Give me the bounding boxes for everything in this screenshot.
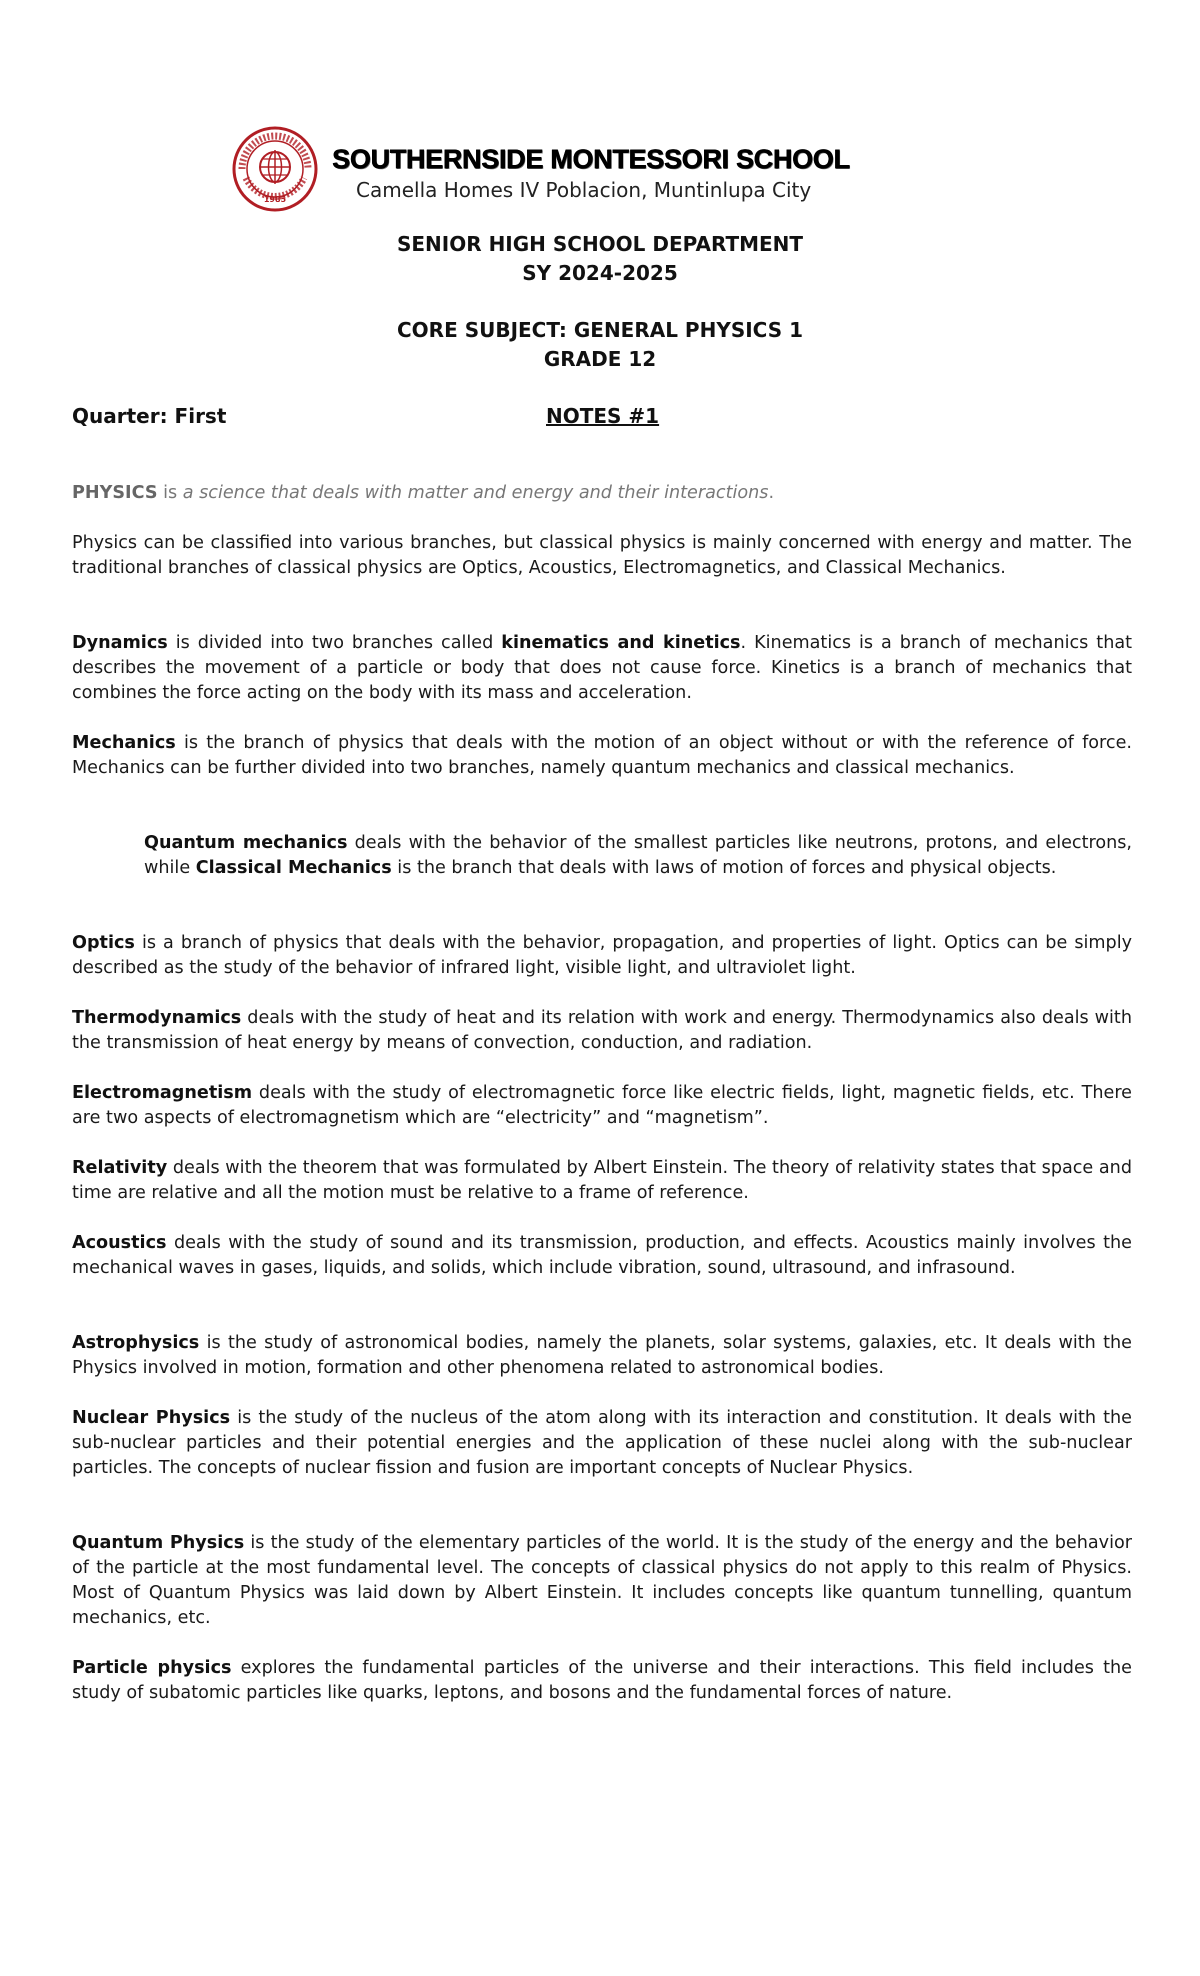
quarter-label: Quarter: First: [72, 404, 227, 428]
physics-definition: PHYSICS is a science that deals with matter and energy and their interactions.: [72, 483, 775, 503]
dynamics-paragraph: Dynamics is divided into two branches called kinematics and kinetics. Kinematics is a branch of mechanics that describes the movement of a particle or body that does not cause force. Kinetics is a branch of mechanics that combines the force acting on the body with its mass and acceleration.: [72, 633, 1133, 703]
electromagnetism-paragraph: Electromagnetism deals with the study of electromagnetic force like electric fields, light, magnetic fields, etc. There are two aspects of electromagnetism which are “electricity” and “magnetism”.: [72, 1083, 1132, 1128]
nuclear-physics-paragraph: Nuclear Physics is the study of the nucleus of the atom along with its interaction and constitution. It deals with the sub-nuclear particles and their potential energies and the application of these nuclei along with the sub-nuclear particles. The concepts of nuclear fission and fusion are important concepts of Nuclear Physics.: [72, 1408, 1133, 1478]
mechanics-paragraph: Mechanics is the branch of physics that deals with the motion of an object without or with the reference of force. Mechanics can be further divided into two branches, namely quantum mechanics and classical mechanics.: [72, 733, 1132, 778]
acoustics-paragraph: Acoustics deals with the study of sound and its transmission, production, and effects. Acoustics mainly involves the mechanical waves in gases, liquids, and solids, which include vibration, sound, ultrasound, and infrasound.: [72, 1233, 1132, 1278]
core-subject: CORE SUBJECT: GENERAL PHYSICS 1: [396, 318, 803, 342]
astrophysics-paragraph: Astrophysics is the study of astronomical bodies, namely the planets, solar systems, galaxies, etc. It deals with the Physics involved in motion, formation and other phenomena related to astronomical bodies.: [72, 1333, 1132, 1378]
relativity-paragraph: Relativity deals with the theorem that was formulated by Albert Einstein. The theory of relativity states that space and time are relative and all the motion must be relative to a frame of reference.: [72, 1158, 1132, 1203]
thermodynamics-paragraph: Thermodynamics deals with the study of heat and its relation with work and energy. Thermodynamics also deals with the transmission of heat energy by means of convection, conduction, and radiation.: [72, 1008, 1132, 1053]
quantum-physics-paragraph: Quantum Physics is the study of the elementary particles of the world. It is the study of the energy and the behavior of the particle at the most fundamental level. The concepts of classical physics do not apply to this realm of Physics. Most of Quantum Physics was laid down by Albert Einstein. It includes concepts like quantum tunnelling, quantum mechanics, etc.: [72, 1533, 1132, 1628]
school-name: SOUTHERNSIDE MONTESSORI SCHOOL: [332, 144, 850, 174]
grade-level: GRADE 12: [543, 347, 657, 371]
subject-heading: [0, 316, 1200, 374]
school-address: Camella Homes IV Poblacion, Muntinlupa City: [356, 178, 812, 202]
quantum-mechanics-paragraph: Quantum mechanics deals with the behavior of the smallest particles like neutrons, protons, and electrons, while Classical Mechanics is the branch that deals with laws of motion of forces and physical objects.: [144, 833, 1132, 878]
letterhead: [232, 126, 992, 206]
particle-physics-paragraph: Particle physics explores the fundamental particles of the universe and their interactions. This field includes the study of subatomic particles like quarks, leptons, and bosons and the fundamental forces of nature.: [72, 1658, 1133, 1703]
optics-paragraph: Optics is a branch of physics that deals with the behavior, propagation, and properties of light. Optics can be simply described as the study of the behavior of infrared light, visible light, and ultraviolet light.: [72, 933, 1132, 978]
department-heading: [0, 230, 1200, 288]
school-year: SY 2024-2025: [522, 261, 678, 285]
department: SENIOR HIGH SCHOOL DEPARTMENT: [396, 232, 804, 256]
classification-paragraph: Physics can be classified into various branches, but classical physics is mainly concerned with energy and matter. The traditional branches of classical physics are Optics, Acoustics, Electromagnetics, and Classical Mechanics.: [72, 533, 1132, 578]
notes-label: NOTES #1: [546, 404, 660, 428]
logo-year: 1985: [263, 195, 287, 204]
school-logo: [232, 126, 318, 212]
